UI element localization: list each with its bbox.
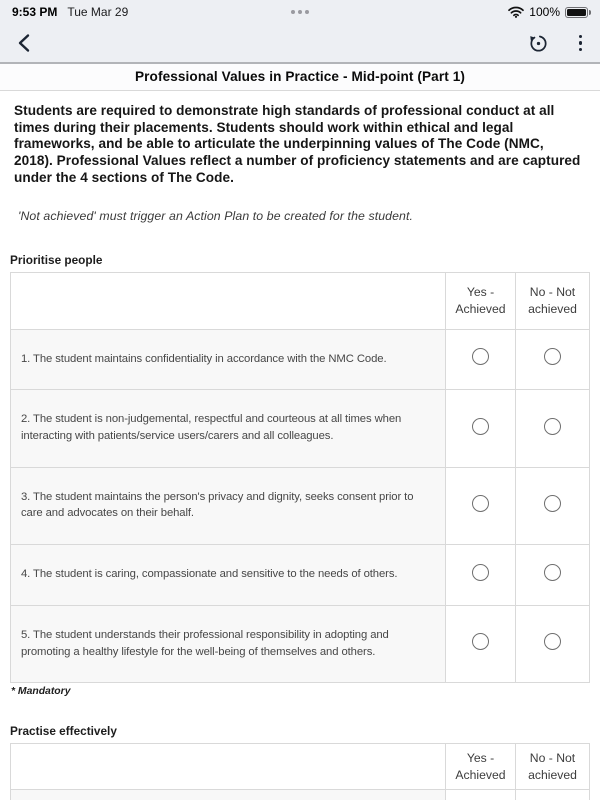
statement-text: 1. The student maintains confidentiality in accordance with the NMC Code. xyxy=(11,329,446,390)
no-not-achieved-column-header: No - Not achieved xyxy=(516,272,590,329)
statement-text: 5. The student understands their professional responsibility in adopting and promoting a healthy lifestyle for the well-being of themselves and others. xyxy=(11,605,446,682)
assessment-table-prioritise-people xyxy=(10,272,590,684)
no-not-achieved-cell xyxy=(516,790,590,800)
page-title: Professional Values in Practice - Mid-point (Part 1) xyxy=(134,69,465,84)
statement-row xyxy=(11,329,590,390)
intro-paragraph: Students are required to demonstrate high standards of professional conduct at all times during their placements. Students should work within ethical and legal frameworks, and be able to articulate the underpinning values of The Code (NMC, 2018). Professional Values reflect a number of proficiency statements and are captured under the 4 sections of The Code. xyxy=(14,103,581,185)
vertical-ellipsis-icon xyxy=(579,35,582,38)
statement-row xyxy=(11,605,590,682)
no-not-achieved-cell xyxy=(516,390,590,467)
yes-achieved-column-header: Yes - Achieved xyxy=(446,272,516,329)
no-not-achieved-cell xyxy=(516,545,590,606)
assessment-table-practise-effectively xyxy=(10,743,590,800)
yes-achieved-cell xyxy=(446,605,516,682)
nav-bar xyxy=(0,24,600,64)
statement-column-header xyxy=(11,272,446,329)
no-not-achieved-cell xyxy=(516,467,590,544)
action-plan-note: 'Not achieved' must trigger an Action Plan to be created for the student. xyxy=(18,208,414,223)
date: Tue Mar 29 xyxy=(67,5,129,19)
no-not-achieved-cell xyxy=(516,605,590,682)
no-not-achieved-column-header: No - Not achieved xyxy=(516,744,590,790)
radio-no-not-achieved[interactable] xyxy=(544,418,561,435)
no-not-achieved-cell xyxy=(516,329,590,390)
statement-row xyxy=(11,467,590,544)
form-title-bar xyxy=(0,64,600,91)
statement-row xyxy=(11,390,590,467)
statement-text: 3. The student maintains the person's privacy and dignity, seeks consent prior to care and advocates on their behalf. xyxy=(11,467,446,544)
yes-achieved-cell xyxy=(446,790,516,800)
multitask-dots-icon xyxy=(291,10,309,14)
form-content xyxy=(0,103,600,800)
section-heading-prioritise-people: Prioritise people xyxy=(10,252,103,267)
statement-text: 4. The student is caring, compassionate and sensitive to the needs of others. xyxy=(11,545,446,606)
clock: 9:53 PM xyxy=(12,5,58,19)
radio-yes-achieved[interactable] xyxy=(472,633,489,650)
statement-column-header xyxy=(11,744,446,790)
more-menu-button[interactable] xyxy=(577,33,584,53)
statement-text: 2. The student is non-judgemental, respectful and courteous at all times when interacting with patients/service users/carers and all colleagues. xyxy=(11,390,446,467)
back-button[interactable] xyxy=(16,33,31,53)
statement-text xyxy=(11,790,446,800)
radio-no-not-achieved[interactable] xyxy=(544,348,561,365)
radio-yes-achieved[interactable] xyxy=(472,564,489,581)
chevron-left-icon xyxy=(16,33,31,53)
yes-achieved-column-header: Yes - Achieved xyxy=(446,744,516,790)
radio-yes-achieved[interactable] xyxy=(472,418,489,435)
battery-icon xyxy=(565,7,588,18)
section-heading-practise-effectively: Practise effectively xyxy=(10,724,117,739)
radio-no-not-achieved[interactable] xyxy=(544,564,561,581)
radio-yes-achieved[interactable] xyxy=(472,495,489,512)
status-left xyxy=(12,5,128,19)
yes-achieved-cell xyxy=(446,467,516,544)
nav-actions xyxy=(528,33,584,54)
radio-yes-achieved[interactable] xyxy=(472,348,489,365)
radio-no-not-achieved[interactable] xyxy=(544,495,561,512)
battery-percent: 100% xyxy=(529,5,560,19)
mandatory-footnote: * Mandatory xyxy=(11,686,71,698)
statement-row xyxy=(11,790,590,800)
yes-achieved-cell xyxy=(446,329,516,390)
yes-achieved-cell xyxy=(446,545,516,606)
yes-achieved-cell xyxy=(446,390,516,467)
status-right xyxy=(508,5,588,19)
statement-row xyxy=(11,545,590,606)
history-button[interactable] xyxy=(528,33,549,54)
radio-no-not-achieved[interactable] xyxy=(544,633,561,650)
status-bar xyxy=(0,0,600,24)
wifi-icon xyxy=(508,6,524,18)
history-icon xyxy=(528,33,549,54)
